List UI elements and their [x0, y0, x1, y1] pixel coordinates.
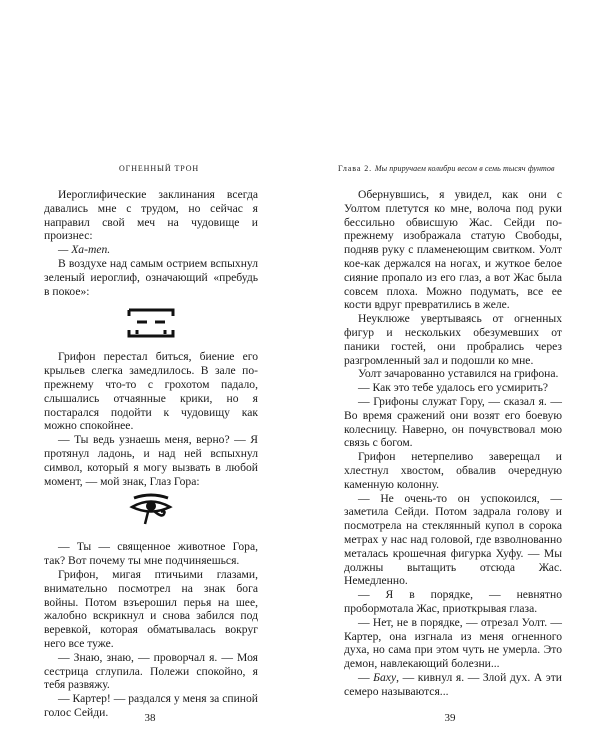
paragraph: — Я в порядке, — невнятно пробормотала Жас, приоткрывая глаза.: [344, 588, 562, 615]
paragraph: — Нет, не в порядке, — отрезал Уолт. — Картер, она изгнала из меня огненного духа, но сама при этом чуть не умерла. Это демон, навлекающий болезни...: [344, 615, 562, 671]
paragraph: Иероглифические заклинания всегда давались мне с трудом, но сейчас я направил свой меч на чудовище и произнес:: [44, 188, 258, 243]
chapter-title: Мы приручаем колибри весом в семь тысяч фунтов: [374, 164, 555, 173]
eye-of-horus-icon: [44, 492, 258, 534]
paragraph: — Ты — священное животное Гора, так? Вот почему ты мне подчиняешься.: [44, 540, 258, 568]
running-head-right: [338, 164, 555, 173]
paragraph: — Баху, — кивнул я. — Злой дух. А эти семеро называются...: [344, 670, 563, 698]
page-number-left: 38: [144, 712, 156, 724]
paragraph: — Ты ведь узнаешь меня, верно? — Я протянул ладонь, и над ней вспыхнул символ, который я могу вызвать в любой момент, — мой знак, Глаз Гора:: [44, 433, 258, 488]
page-number-right: 39: [444, 712, 456, 724]
paragraph: Грифон перестал биться, биение его крыльев слегка замедлилось. В зале по-прежнему что-то с грохотом падало, слышались отчаянные крики, но я постарался подойти к чудовищу как можно спокойнее.: [44, 350, 258, 433]
paragraph: — Не очень-то он успокоился, — заметила Сейди. Потом задрала голову и посмотрела на стеклянный купол в сорока метрах у нас над головой, где взволнованно металась крошечная фигурка Хуфу. — Мы должны вытащить отсюда Жас. Немедленно.: [344, 491, 562, 588]
paragraph: Уолт зачарованно уставился на грифона.: [358, 367, 559, 381]
left-text-block: [44, 188, 258, 720]
running-head-left: ОГНЕННЫЙ ТРОН: [119, 164, 200, 173]
paragraph: Неуклюже увертываясь от огненных фигур и нескольких обезумевших от паники гостей, они пробрались через разгромленный зал и подошли ко мне.: [344, 312, 562, 367]
hieroglyph-peace-icon: [44, 304, 258, 344]
spell-line: — Ха-теп.: [58, 243, 111, 257]
paragraph: Обернувшись, я увидел, как они с Уолтом плетутся ко мне, волоча под руки бессильно обвисшую Жас. Сейди по-прежнему изображала статую Свободы, подняв руку с пламенеющим свитком. Уолт кое-как держался на ногах, и жуткое белое сияние пропало из его глаз, а вот Жас была совсем плоха. Можно подумать, все ее кости вдруг превратились в желе.: [344, 188, 562, 312]
paragraph: — Грифоны служат Гору, — сказал я. — Во время сражений они возят его боевую колесницу. Наверно, он почувствовал мою связь с богом.: [344, 394, 562, 450]
paragraph: — Картер! — раздался у меня за спиной голос Сейди.: [44, 692, 258, 719]
paragraph: — Как это тебе удалось его усмирить?: [358, 381, 549, 395]
demon-name: Баху: [373, 670, 397, 684]
right-text-block: [344, 188, 562, 698]
paragraph-rest: , — кивнул я. — Злой дух. А эти семеро называются...: [344, 670, 563, 698]
right-page: [300, 0, 600, 750]
paragraph: Грифон нетерпеливо заверещал и хлестнул хвостом, обвалив очередную каменную колонну.: [344, 450, 562, 491]
paragraph: — Знаю, знаю, — проворчал я. — Моя сестрица сглупила. Полежи спокойно, я тебя развяжу.: [44, 650, 258, 692]
paragraph: Грифон, мигая птичьими глазами, внимательно посмотрел на знак бога войны. Потом взъерошил перья на шее, жалобно вскрикнул и снова забился под веревкой, которая обматывалась вокруг него все туже.: [44, 567, 258, 650]
chapter-label: Глава 2.: [338, 164, 372, 173]
paragraph: В воздухе над самым острием вспыхнул зеленый иероглиф, означающий «пребудь в покое»:: [44, 256, 258, 298]
